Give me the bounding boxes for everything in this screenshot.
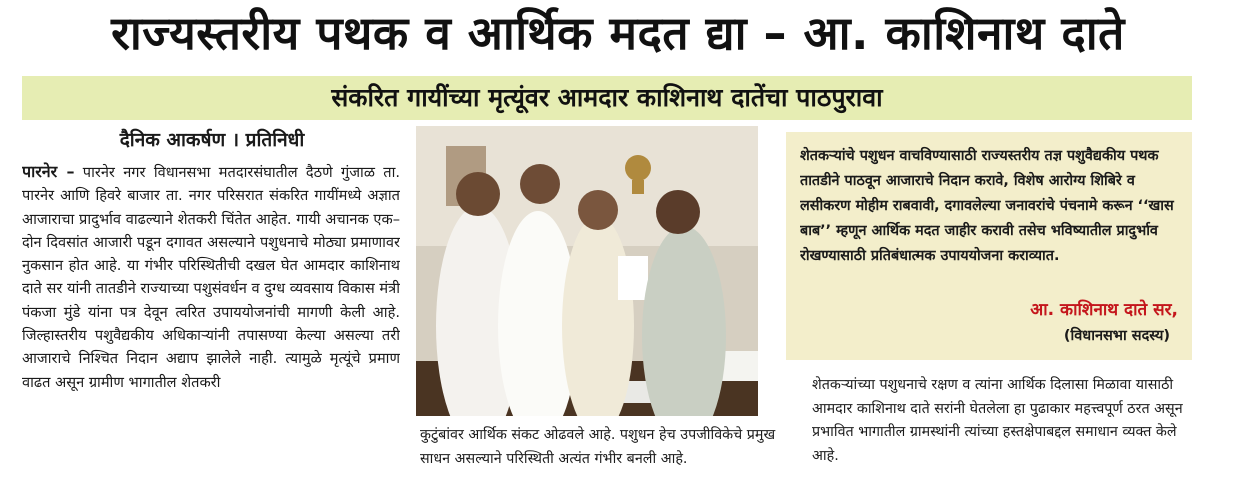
headline: राज्यस्तरीय पथक व आर्थिक मदत द्या – आ. काशिनाथ दाते [111,6,1125,60]
quote-box [786,132,1192,360]
subheadline-bar: संकरित गायींच्या मृत्यूंवर आमदार काशिनाथ दातेंचा पाठपुरावा [22,76,1192,120]
byline: दैनिक आकर्षण । प्रतिनिधी [119,129,305,151]
news-photo [416,126,758,416]
article-text-left: पारनेर नगर विधानसभा मतदारसंघातील दैठणे गुंजाळ ता. पारनेर आणि हिवरे बाजार ता. नगर परिसरात संकरित गायींमध्ये अज्ञात आजाराचा प्रादुर्भाव वाढल्याने शेतकरी चिंतेत आहेत. गायी अचानक एक–दोन दिवसांत आजारी पडून दगावत असल्याने पशुधनाचे मोठ्या प्रमाणावर नुकसान होत आहे. या गंभीर परिस्थितीची दखल घेत आमदार काशिनाथ दाते सर यांनी तातडीने राज्याच्या पशुसंवर्धन व दुग्ध व्यवसाय विकास मंत्री पंकजा मुंडे यांना पत्र देवून त्वरित उपाययोजनांची मागणी केली आहे. जिल्हास्तरीय पशुवैद्यकीय अधिकाऱ्यांनी तपासण्या केल्या असल्या तरी आजाराचे निश्चित निदान अद्याप झालेले नाही. त्यामुळे मृत्यूंचे प्रमाण वाढत असून ग्रामीण भागातील शेतकरी [22,164,400,391]
article-dateline: पारनेर – [22,162,75,181]
quote-author-role: (विधानसभा सदस्य) [1063,328,1170,344]
article-body-middle: कुटुंबांवर आर्थिक संकट ओढवले आहे. पशुधन हेच उपजीविकेचे प्रमुख साधन असल्याने परिस्थिती अत्यंत गंभीर बनली आहे. [420,427,776,467]
quote-text: शेतकऱ्यांचे पशुधन वाचविण्यासाठी राज्यस्तरीय तज्ञ पशुवैद्यकीय पथक तातडीने पाठवून आजाराचे निदान करावे, विशेष आरोग्य शिबिरे व लसीकरण मोहीम राबवावी, दगावलेल्या जनावरांचे पंचनामे करून ‘‘खास बाब’’ म्हणून आर्थिक मदत जाहीर करावी तसेच भविष्यातील प्रादुर्भाव रोखण्यासाठी प्रतिबंधात्मक उपाययोजना कराव्यात. [800,148,1174,264]
quote-author: आ. काशिनाथ दाते सर, [1030,300,1178,320]
article-body-left [22,160,400,490]
news-photo-illustration [416,126,758,416]
article-body-right: शेतकऱ्यांच्या पशुधनाचे रक्षण व त्यांना आर्थिक दिलासा मिळावा यासाठी आमदार काशिनाथ दाते सरांनी घेतलेला हा पुढाकार महत्त्वपूर्ण ठरत असून प्रभावित भागातील ग्रामस्थांनी त्यांच्या हस्तक्षेपाबद्दल समाधान व्यक्त केले आहे. [812,377,1183,464]
